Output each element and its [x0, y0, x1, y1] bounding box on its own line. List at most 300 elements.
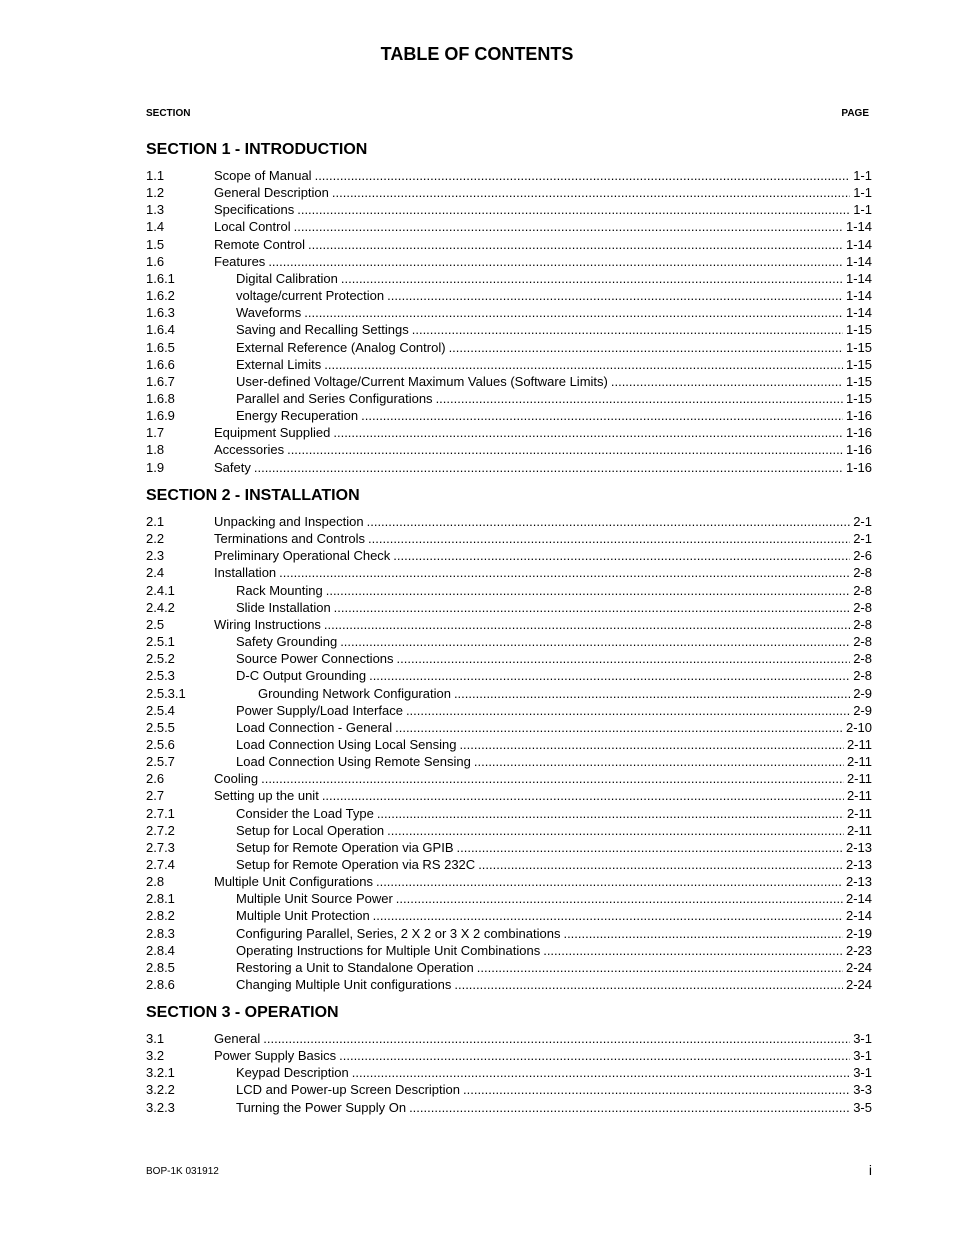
toc-entry-number: 2.8.1 [146, 891, 175, 907]
toc-entry[interactable] [146, 407, 872, 424]
toc-entry-line [236, 753, 872, 770]
toc-entry-line [236, 959, 872, 976]
dot-leader [333, 424, 843, 441]
toc-entry-page: 2-14 [845, 908, 872, 924]
toc-entry-page: 1-1 [853, 185, 872, 201]
dot-leader [449, 339, 843, 356]
toc-entry-title: Cooling [214, 771, 259, 787]
section-heading: SECTION 3 - OPERATION [146, 1004, 339, 1021]
toc-entry-page: 2-13 [845, 839, 872, 855]
toc-entry-page: 2-24 [845, 959, 872, 975]
toc-entry-title: Safety Grounding [236, 634, 338, 650]
toc-entry-line [214, 787, 872, 804]
toc-entry-title: External Limits [236, 356, 322, 372]
toc-entry-number: 2.6 [146, 771, 165, 787]
toc-entry-line [214, 547, 872, 564]
toc-entry-page: 1-16 [845, 408, 872, 424]
toc-entry-title: Multiple Unit Source Power [236, 891, 393, 907]
dot-leader [459, 736, 844, 753]
toc-entry-page: 1-15 [845, 356, 872, 372]
dot-leader [352, 1064, 850, 1081]
toc-entry-page: 2-24 [845, 977, 872, 993]
toc-entry-line [236, 890, 872, 907]
toc-entry-title: Load Connection Using Local Sensing [236, 736, 457, 752]
footer-page-number: i [868, 1162, 872, 1178]
toc-entry-title: Wiring Instructions [214, 616, 321, 632]
toc-entry-page: 2-9 [853, 702, 872, 718]
toc-entry-page: 2-8 [853, 616, 872, 632]
toc-entry-page: 2-8 [853, 599, 872, 615]
dot-leader [268, 253, 843, 270]
toc-entry-title: Preliminary Operational Check [214, 548, 391, 564]
toc-entry-line [236, 805, 872, 822]
toc-entry-title: External Reference (Analog Control) [236, 339, 446, 355]
dot-leader [339, 1047, 850, 1064]
toc-entry[interactable] [146, 218, 872, 235]
toc-entry-title: Power Supply Basics [214, 1048, 337, 1064]
page-column-header: PAGE [841, 108, 869, 119]
toc-entry-number: 2.7 [146, 788, 165, 804]
toc-entry-title: Rack Mounting [236, 582, 323, 598]
toc-entry-line [236, 373, 872, 390]
toc-entry-line [236, 582, 872, 599]
dot-leader [409, 1099, 850, 1116]
section-heading: SECTION 2 - INSTALLATION [146, 487, 360, 504]
toc-entry-page: 1-15 [845, 339, 872, 355]
toc-entry[interactable] [146, 424, 872, 441]
toc-entry-number: 3.2 [146, 1048, 165, 1064]
toc-entry-title: Restoring a Unit to Standalone Operation [236, 959, 474, 975]
toc-entry-line [214, 513, 872, 530]
toc-entry-page: 2-11 [846, 754, 872, 770]
toc-entry-title: Equipment Supplied [214, 425, 331, 441]
toc-entry-title: Specifications [214, 202, 295, 218]
dot-leader [406, 702, 850, 719]
toc-entry-page: 2-6 [853, 548, 872, 564]
toc-entry-title: Accessories [214, 442, 285, 458]
dot-leader [324, 616, 850, 633]
toc-entry[interactable] [146, 856, 872, 873]
toc-entry-number: 1.4 [146, 219, 165, 235]
toc-entry-line [214, 616, 872, 633]
toc-entry-line [236, 976, 872, 993]
toc-entry-title: Operating Instructions for Multiple Unit Combinations [236, 942, 541, 958]
toc-entry-number: 3.2.1 [146, 1065, 175, 1081]
toc-entry-page: 2-11 [846, 822, 872, 838]
toc-entry[interactable] [146, 184, 872, 201]
toc-entry-page: 3-3 [853, 1082, 872, 1098]
toc-entry[interactable] [146, 356, 872, 373]
toc-entry-title: Remote Control [214, 236, 306, 252]
toc-entry-page: 1-14 [845, 270, 872, 286]
toc-entry-number: 2.5.4 [146, 702, 175, 718]
dot-leader [254, 459, 843, 476]
toc-entry-number: 1.6.2 [146, 288, 175, 304]
dot-leader [326, 582, 850, 599]
toc-entry[interactable] [146, 907, 872, 924]
toc-entry-title: Unpacking and Inspection [214, 514, 364, 529]
toc-entry-title: Configuring Parallel, Series, 2 X 2 or 3 X 2 combinations [236, 925, 561, 941]
toc-entry-line [236, 270, 872, 287]
toc-entry-number: 3.1 [146, 1031, 165, 1046]
toc-entry[interactable] [146, 459, 872, 476]
toc-entry-number: 1.6.3 [146, 305, 175, 321]
toc-entry-line [214, 441, 872, 458]
toc-entry-number: 2.5.7 [146, 754, 175, 770]
toc-entry-page: 2-11 [846, 736, 872, 752]
dot-leader [611, 373, 843, 390]
toc-entry[interactable] [146, 616, 872, 633]
toc-entry-title: Local Control [214, 219, 291, 235]
toc-entry-title: Consider the Load Type [236, 805, 374, 821]
toc-entry-line [236, 1081, 872, 1098]
toc-entry-title: Features [214, 253, 266, 269]
toc-entry-line [236, 736, 872, 753]
toc-entry[interactable] [146, 287, 872, 304]
toc-entry-title: Changing Multiple Unit configurations [236, 977, 452, 993]
dot-leader [279, 564, 850, 581]
toc-entry-number: 3.2.2 [146, 1082, 175, 1098]
toc-entry[interactable] [146, 513, 872, 530]
toc-entry-page: 2-11 [846, 805, 872, 821]
toc-entry-title: Energy Recuperation [236, 408, 359, 424]
toc-entry[interactable] [146, 201, 872, 218]
toc-entry[interactable] [146, 236, 872, 253]
toc-entry-title: Safety [214, 459, 251, 475]
toc-entry-number: 2.7.4 [146, 857, 175, 872]
toc-entry-number: 2.4.2 [146, 599, 175, 615]
dot-leader [315, 167, 851, 184]
toc-entry[interactable] [146, 822, 872, 839]
toc-entry[interactable] [146, 270, 872, 287]
toc-entry-title: LCD and Power-up Screen Description [236, 1082, 460, 1098]
toc-entry-line [214, 770, 872, 787]
toc-entry[interactable] [146, 685, 872, 702]
dot-leader [397, 650, 851, 667]
dot-leader [396, 890, 843, 907]
dot-leader [367, 513, 851, 530]
dot-leader [341, 270, 843, 287]
dot-leader [393, 547, 850, 564]
toc-entry-line [214, 218, 872, 235]
dot-leader [387, 822, 844, 839]
toc-entry-number: 1.6.1 [146, 270, 175, 286]
toc-entry-line [214, 873, 872, 890]
dot-leader [368, 530, 850, 547]
toc-entry-page: 3-1 [853, 1065, 872, 1081]
toc-entry-page: 2-13 [845, 874, 872, 890]
toc-entry-line [236, 907, 872, 924]
dot-leader [436, 390, 843, 407]
toc-entry-number: 2.5.2 [146, 651, 175, 667]
toc-entry-number: 2.5.5 [146, 719, 175, 735]
toc-entry[interactable] [146, 770, 872, 787]
toc-entry[interactable] [146, 304, 872, 321]
toc-entry-title: Keypad Description [236, 1065, 349, 1081]
section-heading: SECTION 1 - INTRODUCTION [146, 141, 368, 158]
toc-entry-title: Load Connection - General [236, 719, 393, 735]
dot-leader [334, 599, 851, 616]
toc-entry-title: Source Power Connections [236, 651, 394, 667]
toc-entry[interactable] [146, 959, 872, 976]
toc-entry-number: 2.8.4 [146, 942, 175, 958]
dot-leader [332, 184, 850, 201]
toc-entry-title: Scope of Manual [214, 168, 312, 183]
toc-entry-page: 2-23 [845, 942, 872, 958]
toc-entry[interactable] [146, 873, 872, 890]
dot-leader [477, 959, 843, 976]
footer-document-id: BOP-1K 031912 [146, 1166, 219, 1177]
toc-entry-number: 2.7.3 [146, 839, 175, 855]
toc-entry[interactable] [146, 1099, 872, 1116]
toc-entry-title: User-defined Voltage/Current Maximum Values (Software Limits) [236, 373, 608, 389]
toc-entry-number: 1.6.4 [146, 322, 175, 338]
dot-leader [361, 407, 843, 424]
toc-entry-line [236, 942, 872, 959]
toc-entry-line [236, 633, 872, 650]
toc-entry-title: Setup for Local Operation [236, 822, 385, 838]
dot-leader [340, 633, 850, 650]
toc-entry-title: Grounding Network Configuration [258, 685, 451, 701]
toc-entry[interactable] [146, 736, 872, 753]
dot-leader [376, 873, 843, 890]
toc-entry-number: 2.2 [146, 531, 165, 547]
toc-entry-page: 1-1 [853, 168, 872, 183]
toc-entry-page: 2-1 [853, 531, 872, 547]
toc-entry-line [214, 236, 872, 253]
toc-entry-title: Setup for Remote Operation via RS 232C [236, 857, 476, 872]
dot-leader [294, 218, 843, 235]
toc-entry-title: Digital Calibration [236, 270, 338, 286]
toc-entry-page: 1-15 [845, 390, 872, 406]
toc-entry-line [236, 599, 872, 616]
toc-entry-line [236, 304, 872, 321]
toc-entry-title: Multiple Unit Configurations [214, 874, 373, 890]
toc-entry-title: Load Connection Using Remote Sensing [236, 754, 471, 770]
dot-leader [412, 321, 843, 338]
toc-entry-line [258, 685, 872, 702]
dot-leader [474, 753, 844, 770]
dot-leader [297, 201, 850, 218]
dot-leader [322, 787, 844, 804]
dot-leader [304, 304, 843, 321]
toc-entry-page: 2-11 [846, 771, 872, 787]
toc-entry-line [236, 407, 872, 424]
toc-entry-title: Waveforms [236, 305, 302, 321]
toc-entry-number: 1.8 [146, 442, 165, 458]
toc-entry-line [236, 667, 872, 684]
toc-entry-number: 2.8.2 [146, 908, 175, 924]
toc-entry[interactable] [146, 339, 872, 356]
toc-entry[interactable] [146, 890, 872, 907]
toc-entry-page: 1-16 [845, 459, 872, 475]
toc-entry-number: 1.7 [146, 425, 165, 441]
toc-entry-number: 2.1 [146, 514, 165, 529]
toc-entry[interactable] [146, 599, 872, 616]
toc-entry-number: 2.7.2 [146, 822, 175, 838]
toc-entry-page: 1-14 [845, 236, 872, 252]
toc-entry[interactable] [146, 839, 872, 856]
toc-entry-title: Power Supply/Load Interface [236, 702, 403, 718]
dot-leader [543, 942, 843, 959]
toc-entry[interactable] [146, 805, 872, 822]
toc-entry[interactable] [146, 1030, 872, 1047]
toc-entry-page: 2-13 [845, 857, 872, 872]
toc-entry-line [236, 339, 872, 356]
toc-entry[interactable] [146, 373, 872, 390]
toc-entry-title: Saving and Recalling Settings [236, 322, 409, 338]
toc-entry-page: 2-19 [845, 925, 872, 941]
toc-entry-number: 1.6 [146, 253, 165, 269]
toc-entry[interactable] [146, 167, 872, 184]
toc-entry-line [236, 321, 872, 338]
toc-entry-page: 1-1 [853, 202, 872, 218]
toc-entry-page: 2-8 [853, 651, 872, 667]
toc-entry-number: 2.5.1 [146, 634, 175, 650]
toc-entry-title: General Description [214, 185, 329, 201]
toc-entry-page: 2-11 [846, 788, 872, 804]
page-title: TABLE OF CONTENTS [380, 44, 574, 64]
dot-leader [287, 441, 843, 458]
toc-entry-title: General [214, 1031, 261, 1046]
toc-entry-page: 1-15 [845, 322, 872, 338]
toc-entry-number: 2.3 [146, 548, 165, 564]
toc-entry[interactable] [146, 976, 872, 993]
toc-entry[interactable] [146, 650, 872, 667]
toc-entry-line [236, 839, 872, 856]
toc-entry[interactable] [146, 253, 872, 270]
toc-entry-number: 2.5 [146, 616, 165, 632]
toc-entry-title: Setting up the unit [214, 788, 319, 804]
dot-leader [457, 839, 843, 856]
dot-leader [377, 805, 844, 822]
toc-entry[interactable] [146, 787, 872, 804]
toc-entry-line [236, 356, 872, 373]
toc-entry-title: Parallel and Series Configurations [236, 390, 433, 406]
toc-entry[interactable] [146, 582, 872, 599]
dot-leader [373, 907, 843, 924]
toc-entry-page: 2-1 [853, 514, 872, 529]
toc-entry-number: 1.6.6 [146, 356, 175, 372]
toc-entry-number: 2.8.6 [146, 977, 175, 993]
toc-entry[interactable] [146, 633, 872, 650]
toc-entry-line [236, 287, 872, 304]
dot-leader [263, 1030, 850, 1047]
toc-entry[interactable] [146, 1081, 872, 1098]
toc-entry-number: 1.6.9 [146, 408, 175, 424]
toc-entry-page: 2-8 [853, 668, 872, 684]
section-column-header: SECTION [146, 108, 191, 119]
toc-entry-line [236, 925, 872, 942]
toc-entry-line [236, 390, 872, 407]
toc-entry-number: 2.4.1 [146, 582, 175, 598]
dot-leader [261, 770, 844, 787]
toc-entry[interactable] [146, 667, 872, 684]
toc-entry[interactable] [146, 321, 872, 338]
toc-entry-number: 1.5 [146, 236, 165, 252]
toc-entry-line [214, 1047, 872, 1064]
toc-entry-page: 3-1 [853, 1031, 872, 1046]
toc-entry-number: 2.8.3 [146, 925, 175, 941]
toc-entry-title: Installation [214, 565, 277, 581]
toc-entry-number: 1.6.5 [146, 339, 175, 355]
toc-entry-page: 1-14 [845, 253, 872, 269]
toc-entry-line [236, 1064, 872, 1081]
toc-entry[interactable] [146, 441, 872, 458]
toc-entry-page: 2-8 [853, 565, 872, 581]
toc-entry-number: 1.9 [146, 459, 165, 475]
toc-entry-number: 2.5.3 [146, 668, 175, 684]
toc-entry-line [214, 459, 872, 476]
toc-entry-line [214, 424, 872, 441]
dot-leader [478, 856, 843, 873]
toc-entry[interactable] [146, 753, 872, 770]
toc-entry-number: 1.1 [146, 168, 165, 183]
toc-entry-number: 2.5.3.1 [146, 685, 186, 701]
dot-leader [324, 356, 843, 373]
toc-entry[interactable] [146, 547, 872, 564]
toc-entry[interactable] [146, 942, 872, 959]
toc-entry[interactable] [146, 719, 872, 736]
toc-entry-page: 1-14 [845, 305, 872, 321]
toc-entry-number: 2.8 [146, 874, 165, 890]
toc-entry-number: 1.6.8 [146, 390, 175, 406]
toc-entry-title: D-C Output Grounding [236, 668, 367, 684]
toc-entry[interactable] [146, 564, 872, 581]
toc-entry[interactable] [146, 1047, 872, 1064]
dot-leader [387, 287, 843, 304]
toc-entry-title: Turning the Power Supply On [236, 1099, 407, 1115]
toc-entry-page: 3-5 [853, 1099, 872, 1115]
toc-entry[interactable] [146, 925, 872, 942]
toc-entry[interactable] [146, 530, 872, 547]
toc-entry-title: Setup for Remote Operation via GPIB [236, 839, 454, 855]
toc-entry-page: 2-9 [853, 685, 872, 701]
toc-entry-title: voltage/current Protection [236, 288, 385, 304]
toc-entry-title: Terminations and Controls [214, 531, 366, 547]
dot-leader [563, 925, 843, 942]
toc-entry[interactable] [146, 390, 872, 407]
toc-entry-line [214, 530, 872, 547]
toc-entry-number: 3.2.3 [146, 1099, 175, 1115]
toc-entry-page: 2-14 [845, 891, 872, 907]
toc-entry-line [214, 1030, 872, 1047]
toc-entry-line [236, 650, 872, 667]
toc-entry-page: 1-16 [845, 425, 872, 441]
toc-entry-page: 2-8 [853, 634, 872, 650]
dot-leader [308, 236, 843, 253]
toc-entry-page: 2-8 [853, 582, 872, 598]
toc-entry-number: 2.8.5 [146, 959, 175, 975]
toc-entry-page: 1-16 [845, 442, 872, 458]
toc-entry-number: 1.3 [146, 202, 165, 218]
toc-entry[interactable] [146, 1064, 872, 1081]
toc-entry-line [236, 719, 872, 736]
dot-leader [395, 719, 843, 736]
toc-entry-page: 3-1 [853, 1048, 872, 1064]
dot-leader [463, 1081, 850, 1098]
toc-entry-line [214, 201, 872, 218]
toc-entry-line [236, 822, 872, 839]
toc-entry-title: Multiple Unit Protection [236, 908, 370, 924]
toc-entry-line [214, 184, 872, 201]
toc-entry-title: Slide Installation [236, 599, 331, 615]
toc-entry-line [214, 253, 872, 270]
toc-entry-number: 2.7.1 [146, 805, 175, 821]
toc-entry[interactable] [146, 702, 872, 719]
toc-entry-line [236, 856, 872, 873]
toc-entry-line [214, 167, 872, 184]
